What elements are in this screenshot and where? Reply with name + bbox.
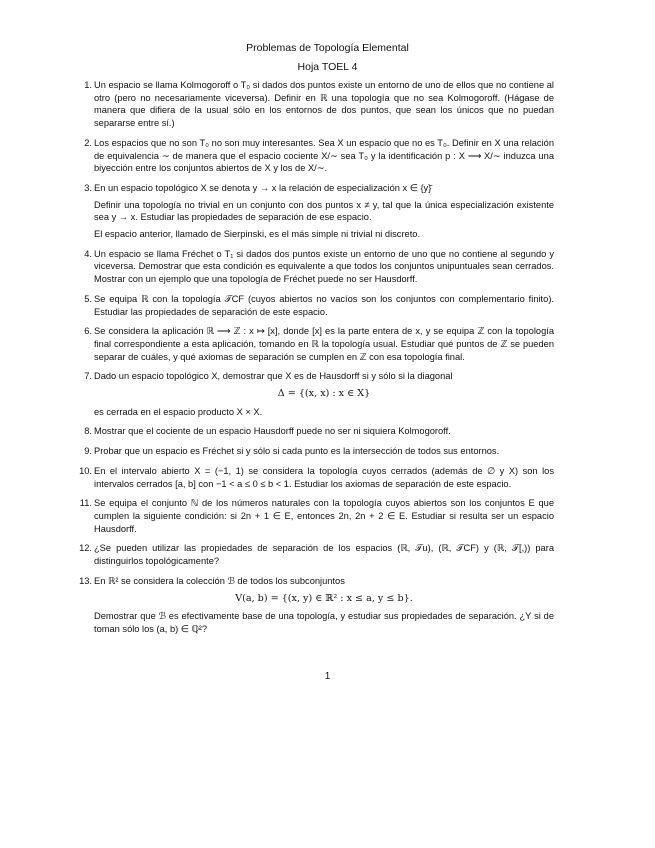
problem-text: Demostrar que ℬ es efectivamente base de una topología, y estudiar sus propiedades de separación. ¿Y si de toman sólo los (a, b) ∈ ℚ²? (94, 611, 554, 634)
problem-number: 5. (84, 293, 92, 304)
problem-item (84, 425, 554, 438)
problem-text: ¿Se pueden utilizar las propiedades de separación de los espacios (ℝ, 𝒯u), (ℝ, 𝒯CF) y (ℝ, 𝒯[,)) para distinguirlos topológicamente? (94, 543, 554, 567)
problem-text: El espacio anterior, llamado de Sierpinski, es el más simple ni trivial ni discreto. (94, 229, 421, 240)
problem-item (79, 542, 554, 567)
problem-item (84, 137, 554, 175)
problem-text: Un espacio se llama Fréchet o T₁ si dados dos puntos existe un entorno de uno que no contiene al segundo y viceversa. Demostrar que esta condición es equivalente a que todos los conjuntos unipuntuales sean cerrados. Mostrar con un ejemplo que una topología de Fréchet puede no ser Hausdorff. (94, 248, 554, 285)
problem-text: es cerrada en el espacio producto X × X. (94, 406, 263, 417)
problem-text: Mostrar que el cociente de un espacio Hausdorff puede no ser ni siquiera Kolmogoroff. (94, 426, 451, 437)
problem-text: En un espacio topológico X se denota y → x la relación de especialización x ∈ {y}̄ (94, 182, 432, 193)
problem-list (79, 79, 554, 643)
page-number: 1 (324, 671, 331, 682)
problem-item (79, 575, 554, 636)
problem-item (79, 465, 554, 490)
problem-number: 12. (79, 543, 92, 554)
problem-number: 11. (79, 498, 92, 509)
problem-text: En ℝ² se considera la colección ℬ de todos los subconjuntos (94, 575, 345, 586)
problem-item (84, 325, 554, 363)
display-formula: V(a, b) = {(x, y) ∈ ℝ² : x ≤ a, y ≤ b}. (235, 592, 413, 604)
problem-item (84, 79, 554, 130)
problem-text: Probar que un espacio es Fréchet si y sólo si cada punto es la intersección de todos sus entornos. (94, 446, 500, 457)
display-formula: Δ = {(x, x) : x ∈ X} (277, 388, 371, 400)
problem-number: 8. (84, 426, 92, 437)
problem-text: Se equipa el conjunto ℕ de los números naturales con la topología cuyos abiertos son los conjuntos E que cumplen la siguiente condición: si 2n + 1 ∈ E, entonces 2n, 2n + 2 ∈ E. Estudiar si resulta ser un espacio Hausdorff. (94, 498, 554, 534)
problem-item (84, 248, 554, 286)
problem-number: 4. (84, 248, 92, 259)
problem-item (84, 445, 554, 458)
problem-number: 10. (79, 465, 92, 476)
problem-item (79, 497, 554, 535)
problem-text: Se equipa ℝ con la topología 𝒯CF (cuyos abiertos no vacíos son los conjuntos con complementario finito). Estudiar las propiedades de separación de este espacio. (94, 293, 554, 317)
problem-item (84, 370, 554, 418)
problem-text: Dado un espacio topológico X, demostrar que X es de Hausdorff si y sólo si la diagonal (94, 371, 453, 382)
problem-number: 6. (84, 326, 92, 337)
document-title: Problemas de Topología Elemental (246, 42, 409, 54)
problem-text: Se considera la aplicación ℝ ⟶ ℤ : x ↦ [x], donde [x] es la parte entera de x, y se equipa ℤ con la topología final correspondiente a esta aplicación, tomando en ℝ la topología usual. Estudiar qué puntos de ℤ se pueden separar de cuáles, y qué axiomas de separación se cumplen en ℤ con esa topología final. (94, 326, 554, 362)
problem-number: 2. (84, 137, 92, 148)
problem-text: En el intervalo abierto X = (−1, 1) se considera la topología cuyos cerrados (además de ∅ y X) son los intervalos cerrados [a, b] con −1 < a ≤ 0 ≤ b < 1. Estudiar los axiomas de separación de este espacio. (94, 465, 554, 489)
problem-number: 9. (84, 446, 92, 457)
problem-item (84, 182, 554, 241)
problem-text: Los espacios que no son T₀ no son muy interesantes. Sea X un espacio que no es T₀. Definir en X una relación de equivalencia ∼ de manera que el espacio cociente X/∼ sea T₀ y la identificación p : X ⟶ X/∼ induzca una biyección entre los conjuntos abiertos de X y los de X/∼. (94, 137, 554, 174)
problem-number: 1. (84, 80, 92, 90)
problem-text: Un espacio se llama Kolmogoroff o T₀ si dados dos puntos existe un entorno de uno de ellos que no contiene al otro (pero no necesariamente viceversa). Definir en ℝ una topología que no sea Kolmogoroff. (Hágase de manera que difiera de la usual sólo en los entornos de dos puntos, que sean los únicos que no puedan separarse entre sí.) (94, 80, 554, 129)
document-subtitle: Hoja TOEL 4 (297, 61, 358, 73)
problem-item (84, 293, 554, 318)
problem-number: 7. (84, 371, 92, 382)
problem-number: 13. (79, 575, 92, 586)
problem-number: 3. (84, 182, 92, 193)
problem-text: Definir una topología no trivial en un conjunto con dos puntos x ≠ y, tal que la única especialización existente sea y → x. Estudiar las propiedades de separación de ese espacio. (94, 199, 554, 223)
